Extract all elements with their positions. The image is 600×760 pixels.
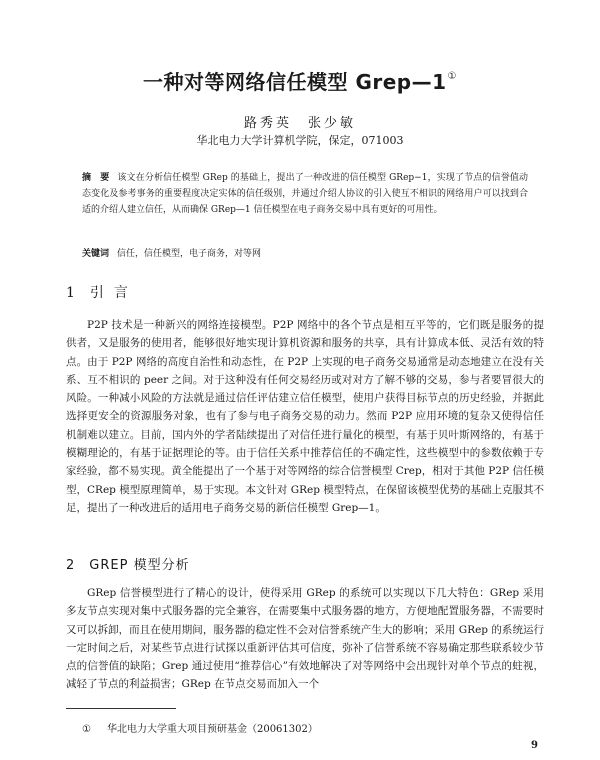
section-2-heading: [66, 554, 190, 573]
section-1-heading: [66, 282, 138, 302]
footnote-divider: [66, 708, 176, 709]
keywords-text: 信任，信任模型，电子商务，对等网: [117, 249, 262, 259]
footnote-text: 华北电力大学重大项目预研基金（20061302）: [106, 724, 318, 735]
section-2-paragraph: GRep 信誉模型进行了精心的设计，使得采用 GRep 的系统可以实现以下几大特色：GRep 采用多友节点实现对集中式服务器的完全兼容，在需要集中式服务器的地方，方便地配置服务器，不需要时又可以拆卸，而且在使用期间，服务器的稳定性不会对信誉系统产生大的影响；采用 GRep 的系统运行一定时间之后，对某些节点进行试探以重新评估其可信度，弥补了信誉系统不容易确定那些联系较少节点的信誉值的缺陷；Grep 通过使用“推荐信心”有效地解决了对等网络中会出现针对单个节点的蛀视，减轻了节点的利益损害；GRep 在节点交易而加入一个: [66, 587, 544, 691]
paper-title: [0, 66, 600, 95]
section-1-paragraph: P2P 技术是一种新兴的网络连接模型。P2P 网络中的各个节点是相互平等的，它们既是服务的提供者，又是服务的使用者，能够很好地实现计算机资源和服务的共享，具有计算成本低、灵活有效的特点。由于 P2P 网络的高度自治性和动态性，在 P2P 上实现的电子商务交易通常是动态地建立在没有关系、互不相识的 peer 之间。对于这种没有任何交易经历或对对方了解不够的交易，参与者要冒很大的风险。一种减小风险的方法就是通过信任评估建立信任模型，使用户获得目标节点的历史经验，并据此选择更安全的资源服务对象，也有了参与电子商务交易的动力。然而 P2P 应用环境的复杂又使得信任机制难以建立。目前，国内外的学者陆续提出了对信任进行量化的模型，有基于贝叶斯网络的，有基于模糊理论的，有基于证据理论的等。由于信任关系中推荐信任的不确定性，这些模型中的参数依赖于专家经验，都不易实现。黄全能提出了一个基于对等网络的综合信誉模型 Crep，相对于其他 P2P 信任模型，CRep 模型原理简单，易于实现。本文针对 GRep 模型特点，在保留该模型优势的基础上克服其不足，提出了一种改进后的适用电子商务交易的新信任模型 Grep—1。: [66, 319, 544, 514]
authors: 路秀英 张少敏: [243, 116, 356, 131]
keywords: [82, 246, 528, 259]
title-footnote-marker: ①: [447, 71, 457, 82]
keywords-label: 关键词: [82, 249, 110, 259]
section-2-number: 2: [66, 558, 76, 573]
title-text: 一种对等网络信任模型 Grep—1: [142, 70, 447, 94]
affiliation: 华北电力大学计算机学院，保定，071003: [196, 134, 404, 147]
section-2-label: GREP 模型分析: [89, 558, 190, 573]
section-1-label: 引言: [89, 285, 138, 301]
abstract-label: 摘 要: [82, 173, 110, 183]
footnote: [82, 720, 318, 735]
abstract: [82, 170, 528, 218]
section-1-number: 1: [66, 285, 76, 301]
page-number: 9: [531, 740, 538, 751]
footnote-marker: ①: [82, 724, 91, 735]
abstract-text: 该文在分析信任模型 GRep 的基础上，提出了一种改进的信任模型 GRep−1，实现了节点的信誉值动态变化及参考事务的重要程度决定实体的信任级别，并通过介绍人协议的引入使互不相识的网络用户可以找到合适的介绍人建立信任，从而确保 GRep—1 信任模型在电子商务交易中具有更好的可用性。: [82, 173, 528, 215]
